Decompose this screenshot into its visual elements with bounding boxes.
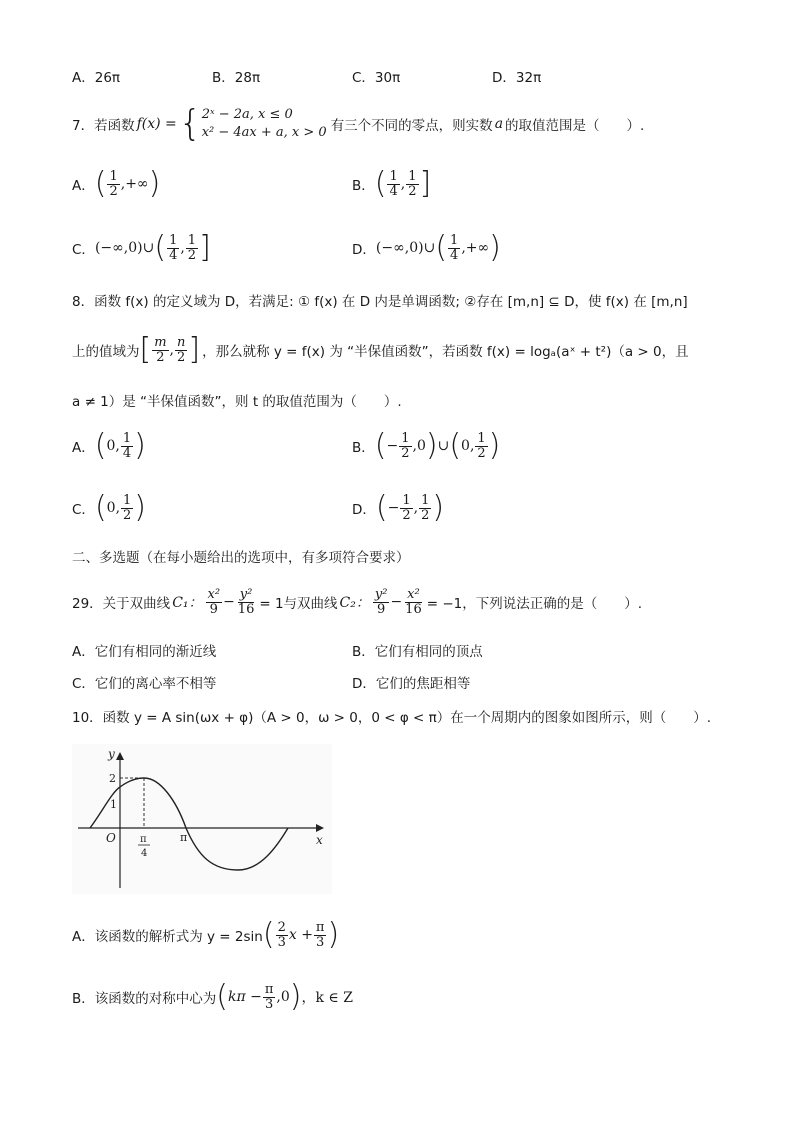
frac-num: m [154, 334, 167, 350]
q7-brace: { [178, 103, 202, 144]
y-tick-1: 1 [110, 798, 117, 811]
frac-den: 3 [264, 996, 274, 1012]
q7-piecewise [202, 106, 327, 141]
frac-den: 4 [169, 247, 178, 263]
q10-option-b-inner: kπ − [227, 989, 262, 1005]
q6-option-c: C．30π [352, 70, 401, 86]
q8-option-a: A． ( 0, $\frac{1}{4}$ ) [72, 428, 146, 463]
y-axis-arrow [116, 752, 124, 760]
q9-option-b: B．它们有相同的顶点 [352, 644, 483, 660]
q9-pre: 29．关于双曲线 [72, 596, 171, 612]
q7-option-b-label: B． [352, 178, 375, 194]
frac-num: 1 [450, 232, 459, 248]
q8-option-b: B． ( − $\frac{1}{2}$ ,0 ) ∪ ( 0, $\frac{1}{2}$ ) [352, 428, 501, 463]
q7-option-c-pre: (−∞,0)∪ [94, 240, 155, 256]
q8-option-a-label: A． [72, 440, 95, 456]
q8-option-b-label: B． [352, 440, 375, 456]
q7-option-c: C． (−∞,0)∪ ( $\frac{1}{4}$ , $\frac{1}{2}$ ] [72, 230, 211, 265]
y-axis-label: y [108, 747, 115, 761]
frac-num: 2 [277, 919, 286, 935]
q7-fx: f(x) = [136, 116, 177, 132]
frac-den: 9 [209, 601, 218, 617]
frac-den: 4 [450, 247, 459, 263]
q8-line2-pre: 上的值域为 [72, 344, 140, 360]
frac-num: y² [374, 586, 388, 602]
frac-num: 1 [408, 168, 417, 184]
frac-num: 1 [421, 492, 430, 508]
q7-option-b: B． ( $\frac{1}{4}$ , $\frac{1}{2}$ ] [352, 166, 432, 201]
frac-num: π [264, 981, 274, 997]
q10-option-a-mid: x + [288, 927, 313, 943]
frac-den: 2 [123, 507, 132, 523]
y-tick-2: 2 [109, 772, 116, 785]
q9-eq2: = −1，下列说法正确的是（ ）. [426, 596, 643, 612]
x-axis-label: x [316, 833, 323, 847]
frac-num: 1 [402, 492, 411, 508]
frac-num: 1 [477, 430, 486, 446]
frac-den: 9 [377, 601, 386, 617]
q7-number: 7．若函数 [72, 118, 135, 134]
x-tick-pi4-den: 4 [141, 848, 148, 859]
q8-option-c-label: C． [72, 502, 95, 518]
q7-piece1: 2ˣ − 2a, x ≤ 0 [201, 107, 293, 123]
frac-den: 16 [237, 601, 255, 617]
frac-num: 1 [123, 492, 132, 508]
q10-option-b: B．该函数的对称中心为 ( kπ − $\frac{\pi}{3}$ ,0 ) ，k ∈ Z [72, 979, 353, 1014]
q8-option-a-pre: 0, [106, 438, 120, 454]
frac-den: 2 [408, 183, 417, 199]
frac-den: 4 [122, 445, 132, 461]
q8-line2-post: ，那么就称 y = f(x) 为 “半保值函数”，若函数 f(x) = logₐ(aˣ + t²)（a > 0，且 [202, 344, 689, 360]
section-heading: 二、多选题（在每小题给出的选项中，有多项符合要求） [72, 550, 410, 566]
frac-num: y² [239, 586, 253, 602]
q9-stem [72, 580, 642, 624]
q8-option-b-mid: ,0 [412, 438, 426, 454]
q9-eq1: = 1与双曲线 [259, 596, 338, 612]
q8-option-d-label: D． [352, 502, 376, 518]
q7-tail: 有三个不同的零点，则实数 [330, 118, 493, 134]
q6-option-d: D．32π [492, 70, 542, 86]
frac-den: 2 [402, 507, 411, 523]
q8-option-c: C． ( 0, $\frac{1}{2}$ ) [72, 490, 147, 525]
frac-den: 3 [277, 934, 286, 950]
frac-den: 2 [421, 507, 430, 523]
q7-option-a-rest: ,+∞ [120, 176, 149, 192]
x-axis-arrow [316, 824, 324, 832]
frac-den: 2 [401, 445, 410, 461]
frac-den: 2 [187, 247, 197, 263]
q7-option-d: D． (−∞,0)∪ ( $\frac{1}{4}$ ,+∞ ) [352, 230, 501, 265]
frac-den: 2 [477, 445, 486, 461]
sine-graph [72, 744, 332, 894]
frac-num: 1 [389, 168, 398, 184]
q10-option-b-tail: ，k ∈ Z [301, 990, 353, 1006]
frac-den: 2 [156, 349, 165, 365]
q10-stem: 10．函数 y = A sin(ωx + φ)（A > 0，ω > 0，0 < φ < π）在一个周期内的图象如图所示，则（ ）. [72, 710, 712, 726]
q6-option-a: A．26π [72, 70, 121, 86]
q9-option-d: D．它们的焦距相等 [352, 676, 471, 692]
q9-c2: C₂： [339, 595, 370, 611]
frac-num: 1 [109, 168, 118, 184]
frac-num: π [315, 919, 325, 935]
q7-tail2: 的取值范围是（ ）. [505, 118, 645, 134]
q8-option-c-pre: 0, [106, 500, 121, 516]
q7-option-c-label: C． [72, 242, 95, 258]
origin-label: O [106, 831, 116, 845]
q8-line2: 上的值域为 [ $\frac{m}{2}$ , $\frac{n}{2}$ ] ，那么就称 y = f(x) 为 “半保值函数”，若函数 f(x) = logₐ(aˣ + t²)（a > 0，且 [72, 332, 689, 367]
q6-option-b: B．28π [212, 70, 261, 86]
frac-num: 1 [169, 232, 178, 248]
q8-line1: 8．函数 f(x) 的定义域为 D，若满足: ① f(x) 在 D 内是单调函数; ②存在 [m,n] ⊆ D，使 f(x) 在 [m,n] [72, 294, 688, 310]
x-tick-pi4-num: π [140, 834, 147, 845]
frac-num: 1 [122, 430, 132, 446]
q10-option-b-pre: B．该函数的对称中心为 [72, 991, 217, 1007]
q7-option-a-label: A． [72, 178, 95, 194]
q10-option-a: A．该函数的解析式为 y = 2sin ( $\frac{2}{3}$ x + $\frac{\pi}{3}$ ) [72, 917, 340, 952]
frac-num: 1 [187, 232, 197, 248]
q7-stem [72, 100, 644, 148]
q8-option-d-pre: − [387, 500, 400, 516]
sine-graph-svg [72, 744, 332, 894]
frac-den: 3 [316, 934, 325, 950]
q7-var: a [494, 116, 504, 132]
q8-option-d: D． ( − $\frac{1}{2}$ , $\frac{1}{2}$ ) [352, 490, 445, 525]
q9-option-a: A．它们有相同的渐近线 [72, 644, 217, 660]
q8-option-b-pre2: 0, [461, 438, 475, 454]
frac-den: 16 [405, 601, 422, 617]
q9-minus-2: − [390, 594, 403, 610]
frac-num: n [177, 334, 186, 350]
q9-option-c: C．它们的离心率不相等 [72, 676, 217, 692]
q7-option-d-rest: ,+∞ [461, 240, 490, 256]
x-tick-pi: π [180, 831, 188, 844]
q8-option-b-pre: − [386, 438, 399, 454]
frac-num: 1 [401, 430, 410, 446]
q8-option-b-cup: ∪ [437, 438, 450, 454]
q9-c1: C₁： [172, 595, 203, 611]
frac-den: 2 [109, 183, 118, 199]
frac-num: x² [407, 586, 420, 602]
frac-num: x² [207, 586, 221, 602]
q9-minus-1: − [223, 594, 235, 610]
q7-option-a: A． ( $\frac{1}{2}$ ,+∞ ) [72, 166, 161, 201]
frac-den: 2 [177, 349, 186, 365]
q10-option-a-pre: A．该函数的解析式为 y = 2sin [72, 929, 263, 945]
q7-piece2: x² − 4ax + a, x > 0 [201, 125, 327, 140]
frac-den: 4 [389, 183, 398, 199]
q7-option-d-pre: (−∞,0)∪ [375, 240, 436, 256]
q10-option-b-rest: ,0 [276, 989, 290, 1005]
q8-line3: a ≠ 1）是 “半保值函数”，则 t 的取值范围为（ ）. [72, 394, 402, 410]
q7-option-d-label: D． [352, 242, 376, 258]
